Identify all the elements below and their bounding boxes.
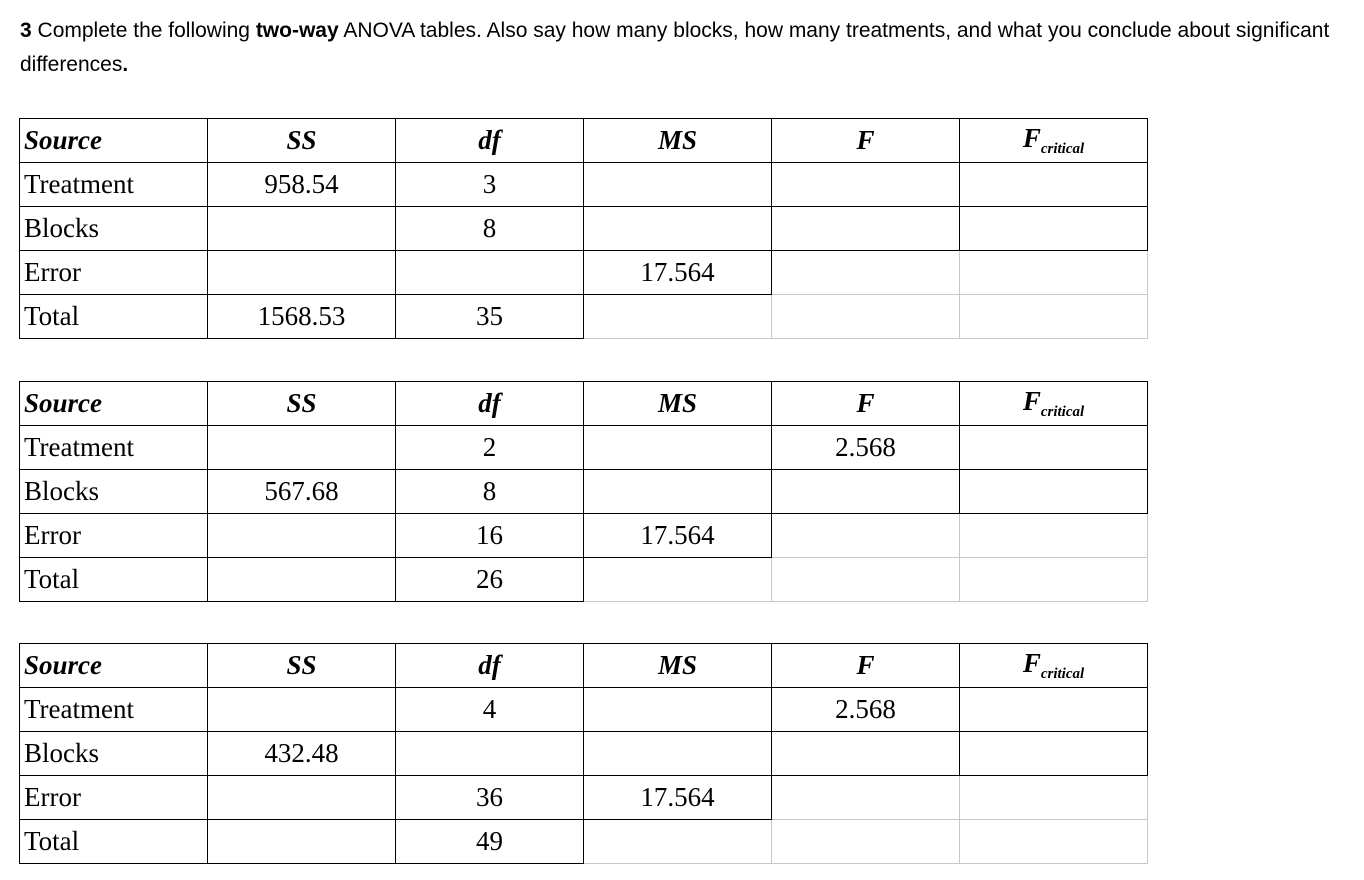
- cell-ms[interactable]: [584, 426, 772, 470]
- cell-ss[interactable]: [208, 688, 396, 732]
- cell-fcritical[interactable]: [960, 426, 1148, 470]
- anova-table-2: [19, 381, 1148, 602]
- header-row: [20, 382, 1148, 426]
- cell-df[interactable]: 35: [396, 295, 584, 339]
- header-fcritical: $F_{critical}$: [960, 644, 1148, 688]
- table-row: [20, 732, 1148, 776]
- cell-source: Error: [20, 776, 208, 820]
- cell-df[interactable]: 8: [396, 207, 584, 251]
- cell-ss[interactable]: 958.54: [208, 163, 396, 207]
- prompt-text-2: ANOVA tables. Also say how many blocks, how many treatments, and what you conclude about significant differences: [20, 19, 1330, 76]
- header-ms: MS: [584, 644, 772, 688]
- cell-ss[interactable]: [208, 251, 396, 295]
- cell-ss[interactable]: 432.48: [208, 732, 396, 776]
- table-row: [20, 470, 1148, 514]
- cell-f[interactable]: [772, 163, 960, 207]
- cell-df[interactable]: 49: [396, 820, 584, 864]
- cell-ss[interactable]: 1568.53: [208, 295, 396, 339]
- header-ss: SS: [208, 119, 396, 163]
- table-row: [20, 207, 1148, 251]
- cell-fcritical[interactable]: [960, 251, 1148, 295]
- cell-f[interactable]: [772, 251, 960, 295]
- cell-f[interactable]: [772, 514, 960, 558]
- table-row: [20, 426, 1148, 470]
- cell-df[interactable]: 36: [396, 776, 584, 820]
- cell-fcritical[interactable]: [960, 514, 1148, 558]
- cell-df[interactable]: 26: [396, 558, 584, 602]
- cell-source: Blocks: [20, 207, 208, 251]
- cell-f[interactable]: 2.568: [772, 426, 960, 470]
- cell-df[interactable]: 4: [396, 688, 584, 732]
- header-row: [20, 644, 1148, 688]
- cell-fcritical[interactable]: [960, 295, 1148, 339]
- anova-table-1: [19, 118, 1148, 339]
- header-ms: MS: [584, 119, 772, 163]
- header-source: Source: [20, 644, 208, 688]
- cell-f[interactable]: [772, 470, 960, 514]
- cell-df[interactable]: [396, 732, 584, 776]
- cell-fcritical[interactable]: [960, 207, 1148, 251]
- cell-source: Treatment: [20, 688, 208, 732]
- cell-df[interactable]: [396, 251, 584, 295]
- cell-source: Blocks: [20, 732, 208, 776]
- cell-df[interactable]: 3: [396, 163, 584, 207]
- cell-ss[interactable]: [208, 776, 396, 820]
- cell-fcritical[interactable]: [960, 470, 1148, 514]
- cell-ms[interactable]: 17.564: [584, 776, 772, 820]
- header-source: Source: [20, 382, 208, 426]
- cell-source: Error: [20, 251, 208, 295]
- cell-f[interactable]: [772, 295, 960, 339]
- header-f: F: [772, 382, 960, 426]
- cell-ms[interactable]: [584, 820, 772, 864]
- table-row: [20, 251, 1148, 295]
- header-df: df: [396, 119, 584, 163]
- cell-f[interactable]: 2.568: [772, 688, 960, 732]
- cell-f[interactable]: [772, 558, 960, 602]
- cell-ss[interactable]: [208, 207, 396, 251]
- cell-ms[interactable]: [584, 732, 772, 776]
- cell-ms[interactable]: [584, 558, 772, 602]
- cell-fcritical[interactable]: [960, 558, 1148, 602]
- cell-source: Total: [20, 295, 208, 339]
- cell-fcritical[interactable]: [960, 732, 1148, 776]
- cell-ss[interactable]: [208, 558, 396, 602]
- cell-ss[interactable]: [208, 426, 396, 470]
- cell-source: Treatment: [20, 163, 208, 207]
- cell-source: Total: [20, 820, 208, 864]
- cell-ms[interactable]: [584, 688, 772, 732]
- header-ss: SS: [208, 382, 396, 426]
- header-df: df: [396, 382, 584, 426]
- cell-source: Total: [20, 558, 208, 602]
- cell-df[interactable]: 16: [396, 514, 584, 558]
- question-number: 3: [20, 19, 32, 42]
- cell-f[interactable]: [772, 776, 960, 820]
- cell-ms[interactable]: [584, 207, 772, 251]
- table-row: [20, 776, 1148, 820]
- cell-ms[interactable]: [584, 470, 772, 514]
- cell-source: Blocks: [20, 470, 208, 514]
- cell-fcritical[interactable]: [960, 776, 1148, 820]
- header-df: df: [396, 644, 584, 688]
- cell-ms[interactable]: 17.564: [584, 514, 772, 558]
- table-row: [20, 295, 1148, 339]
- cell-ss[interactable]: [208, 820, 396, 864]
- cell-ss[interactable]: [208, 514, 396, 558]
- prompt-period: .: [122, 53, 129, 76]
- cell-ms[interactable]: 17.564: [584, 251, 772, 295]
- header-ss: SS: [208, 644, 396, 688]
- header-fcritical: $F_{critical}$: [960, 382, 1148, 426]
- prompt-bold: two-way: [255, 19, 339, 42]
- question-prompt: [20, 14, 1360, 82]
- table-row: [20, 558, 1148, 602]
- cell-ms[interactable]: [584, 163, 772, 207]
- cell-ms[interactable]: [584, 295, 772, 339]
- table-row: [20, 514, 1148, 558]
- cell-f[interactable]: [772, 207, 960, 251]
- cell-source: Treatment: [20, 426, 208, 470]
- cell-df[interactable]: 8: [396, 470, 584, 514]
- cell-f[interactable]: [772, 732, 960, 776]
- cell-ss[interactable]: 567.68: [208, 470, 396, 514]
- anova-table-3: [19, 643, 1148, 864]
- prompt-text-1: Complete the following: [31, 19, 256, 42]
- cell-fcritical[interactable]: [960, 820, 1148, 864]
- cell-df[interactable]: 2: [396, 426, 584, 470]
- table-row: [20, 820, 1148, 864]
- header-ms: MS: [584, 382, 772, 426]
- cell-fcritical[interactable]: [960, 163, 1148, 207]
- header-fcritical: $F_{critical}$: [960, 119, 1148, 163]
- cell-fcritical[interactable]: [960, 688, 1148, 732]
- header-f: F: [772, 644, 960, 688]
- header-row: [20, 119, 1148, 163]
- cell-f[interactable]: [772, 820, 960, 864]
- table-row: [20, 688, 1148, 732]
- table-row: [20, 163, 1148, 207]
- header-source: Source: [20, 119, 208, 163]
- cell-source: Error: [20, 514, 208, 558]
- header-f: F: [772, 119, 960, 163]
